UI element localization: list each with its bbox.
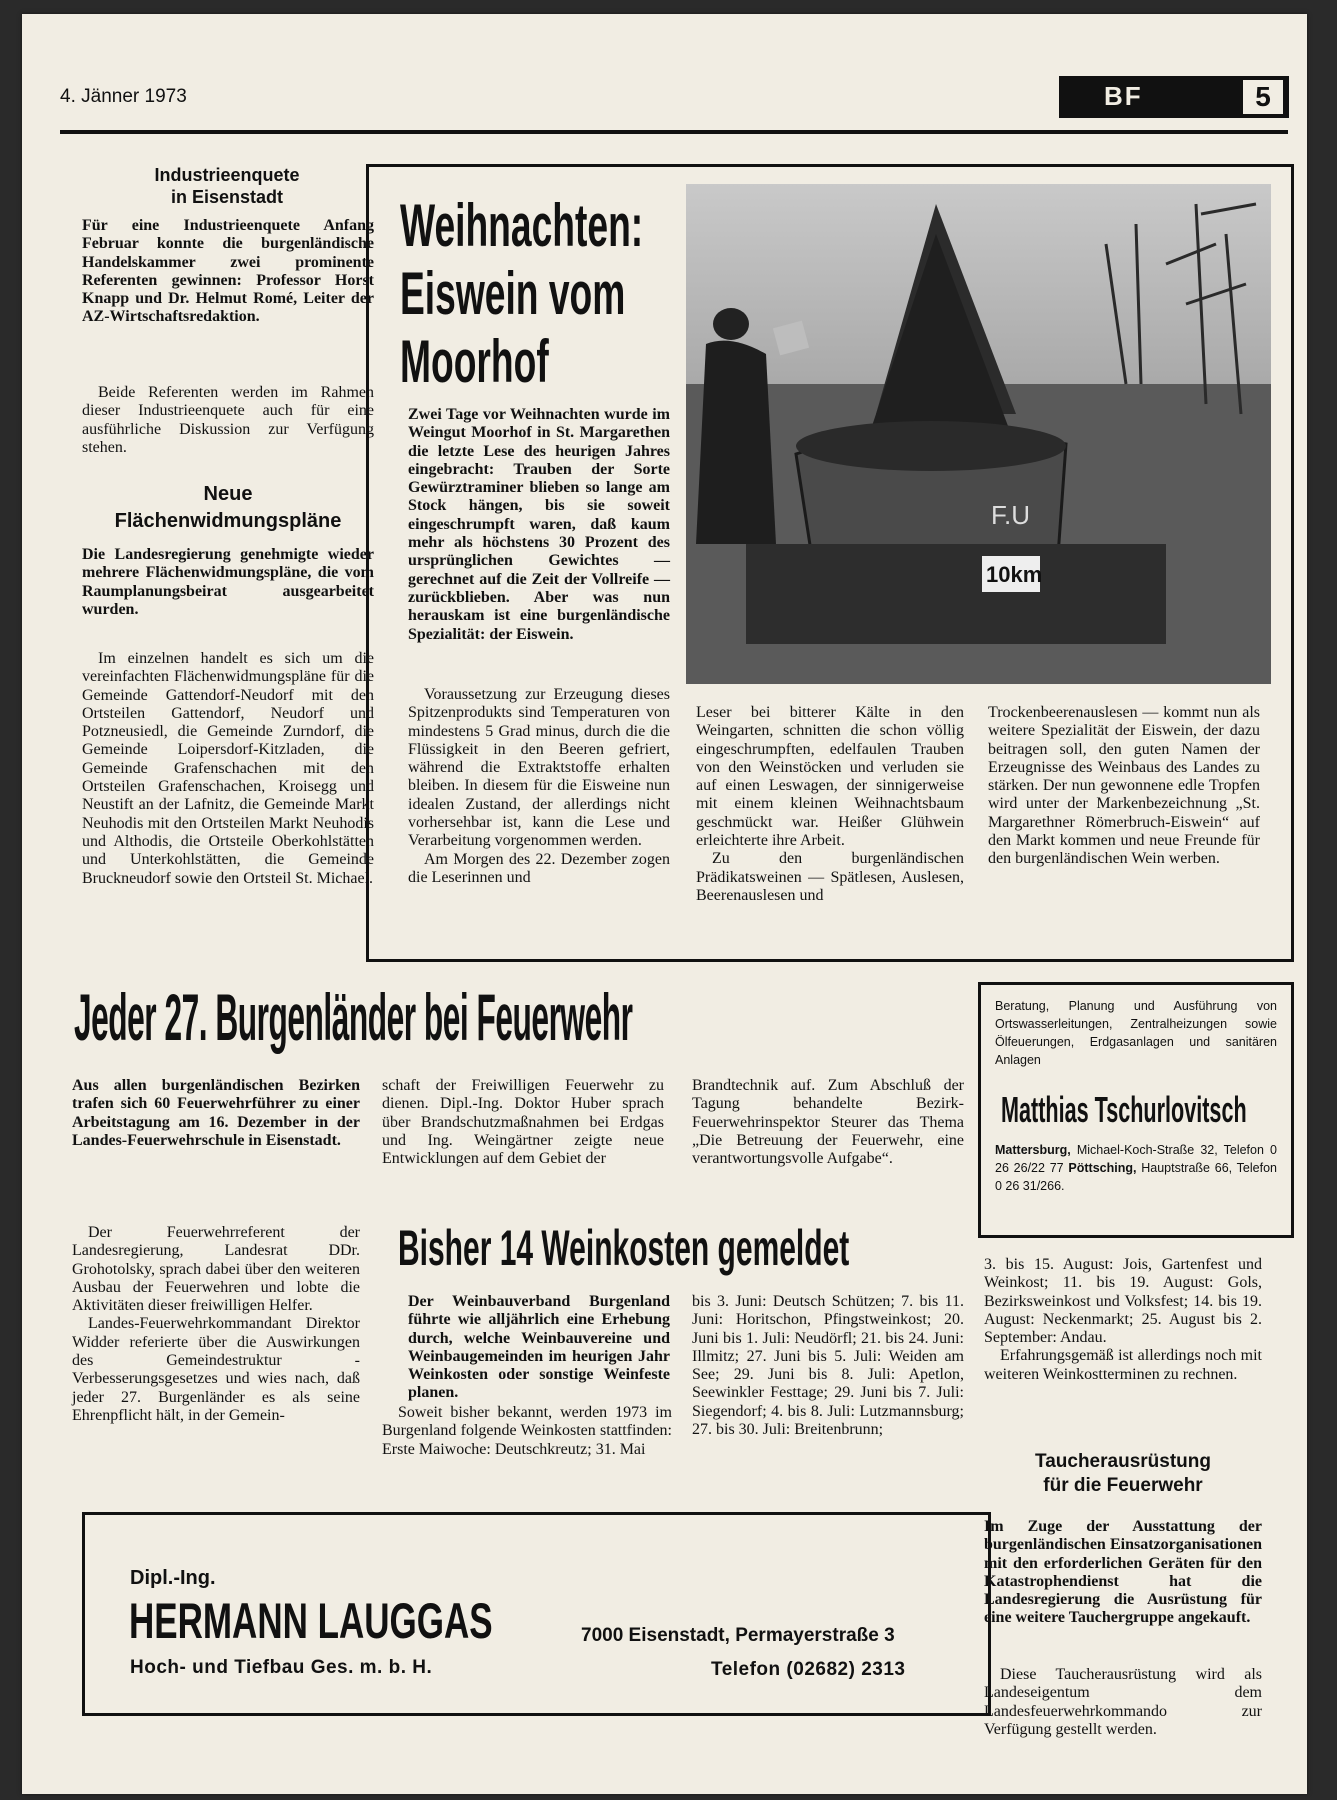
tub-text: F.U — [991, 500, 1030, 530]
taucher-lead: Im Zuge der Ausstattung der burgenländischen Einsatzorganisationen mit den erforderlichen Geräten für den Katastrophendienst hat die Landesregierung die Ausrüstung für eine weitere Tauchergruppe angekauft. — [984, 1518, 1262, 1627]
ad-lauggas — [82, 1512, 991, 1716]
paragraph: Beide Referenten werden im Rahmen dieser Industrieenquete auch für eine ausführliche Diskussion zur Verfügung stehen. — [82, 384, 374, 456]
article-flaechenwidmung-body — [82, 650, 374, 888]
ad-location: Mattersburg, — [995, 1143, 1071, 1157]
ad-address: Hauptstraße 66, Telefon 0 26 31/266. — [995, 1161, 1277, 1193]
headline-line: Eiswein vom — [400, 260, 626, 327]
header-rule — [60, 130, 1288, 134]
paragraph: 3. bis 15. August: Jois, Gartenfest und Weinkost; 11. bis 19. August: Gols, Bezirksweinkost und Volksfest; 14. bis 19. August: Neckenmarkt; 25. August bis 2. September: Andau. — [984, 1256, 1262, 1347]
feature-col1 — [408, 686, 670, 887]
paragraph: Soweit bisher bekannt, werden 1973 im Burgenland folgende Weinkosten stattfinden: Erste Maiwoche: Deutschkreutz; 31. Mai — [382, 1404, 672, 1458]
feature-lead: Zwei Tage vor Weihnachten wurde im Weingut Moorhof in St. Margarethen die letzte Lese des heurigen Jahres eingebracht: Trauben der Sorte Gewürztraminer blieben so lange am Stock hängen, bis sie soweit eingeschrumpft waren, daß kaum mehr als höchstens 30 Prozent des ursprünglichen Gewichtes — gerechnet auf die Zeit der Vollreife — zurückblieben. Aber was nun herauskam ist eine burgenländische Spezialität: der Eiswein. — [408, 406, 670, 643]
feature-headline — [400, 192, 644, 396]
ad-name: HERMANN LAUGGAS — [129, 1593, 493, 1649]
photo-illustration — [686, 184, 1271, 684]
weinkost-lead: Der Weinbauverband Burgenland führte wie alljährlich eine Erhebung durch, welche Weinbauvereine und Weinbaugemeinden im heurigen Jahr Weinkosten oder sonstige Weinfeste planen. — [408, 1293, 670, 1402]
firefighters-col3 — [692, 1077, 964, 1168]
firefighters-col2 — [382, 1077, 664, 1168]
paragraph: Brandtechnik auf. Zum Abschluß der Tagung behandelte Bezirk-Feuerwehrinspektor Steurer das Thema „Die Betreuung der Feuerwehr, eine verantwortungsvolle Aufgabe“. — [692, 1077, 964, 1168]
weinkost-col2 — [692, 1293, 964, 1439]
sign-text: 10km — [986, 562, 1043, 587]
weinkost-headline: Bisher 14 Weinkosten gemeldet — [398, 1220, 850, 1276]
article-industrieenquete-body — [82, 384, 374, 457]
paragraph: Trockenbeerenauslesen — kommt nun als weitere Spezialität der Eiswein, der dazu beitragen soll, den guten Namen der Erzeugnisse des Weinbaus des Landes zu stärken. Der nun gewonnene edle Tropfen wird unter der Markenbezeichnung „St. Margarethner Römerbruch-Eiswein“ auf den Markt kommen und neue Freunde für den burgenländischen Wein werben. — [988, 704, 1260, 868]
firefighters-body — [72, 1224, 360, 1425]
ad-tschurlovitsch — [978, 982, 1294, 1238]
paragraph: Erfahrungsgemäß ist allerdings noch mit weiteren Weinkostterminen zu rechnen. — [984, 1347, 1262, 1383]
ad-location: Pöttsching, — [1068, 1161, 1137, 1175]
headline-line: Weihnachten: — [400, 192, 644, 259]
weinkost-col3 — [984, 1256, 1262, 1384]
ad-title: Dipl.-Ing. — [130, 1567, 216, 1589]
title-line: Taucherausrüstung — [1035, 1451, 1211, 1472]
article-industrieenquete-lead: Für eine Industrieenquete Anfang Februar konnte die burgenländische Handelskammer zwei prominente Referenten gewinnen: Professor Horst Knapp und Dr. Helmut Romé, Leiter der AZ-Wirtschaftsredaktion. — [82, 217, 374, 326]
title-line: Flächenwidmungspläne — [114, 510, 342, 532]
section-label: BF — [1104, 81, 1143, 111]
headline-line: Moorhof — [400, 328, 549, 395]
ad-company: Hoch- und Tiefbau Ges. m. b. H. — [130, 1657, 433, 1678]
section-banner — [1059, 76, 1289, 118]
issue-date: 4. Jänner 1973 — [60, 86, 187, 107]
ad-company-name: Matthias Tschurlovitsch — [1001, 1089, 1247, 1130]
paragraph: bis 3. Juni: Deutsch Schützen; 7. bis 11. Juni: Horitschon, Pfingstweinkost; 20. Juni bis 1. Juli: Neudörfl; 21. bis 24. Juni: Illmitz; 27. Juni bis 5. Juli: Weiden am See; 29. Juni bis 8. Juli: Apetlon, Seewinkler Festtage; 29. Juni bis 7. Juli: Siegendorf; 4. bis 8. Juli: Lutzmannsburg; 27. bis 30. Juli: Breitenbrunn; — [692, 1293, 964, 1439]
taucher-title — [984, 1450, 1262, 1498]
firefighters-lead: Aus allen burgenländischen Bezirken trafen sich 60 Feuerwehrführer zu einer Arbeitstagung am 16. Dezember in der Landes-Feuerwehrschule in Eisenstadt. — [72, 1077, 360, 1149]
paragraph: Landes-Feuerwehrkommandant Direktor Widder referierte über die Auswirkungen des Gemeindestruktur - Verbesserungsgesetzes und wies nach, daß jeder 27. Burgenländer es als seine Ehrenpflicht hält, in der Gemein- — [72, 1315, 360, 1424]
article-flaechenwidmung-title — [82, 481, 374, 535]
feature-col3 — [988, 704, 1260, 869]
newspaper-page — [22, 14, 1307, 1794]
title-line: Industrieenquete — [154, 165, 300, 185]
taucher-body — [984, 1666, 1262, 1739]
ad-address: 7000 Eisenstadt, Permayerstraße 3 — [581, 1625, 895, 1646]
title-line: Neue — [203, 483, 253, 505]
photo-wine-harvest — [686, 184, 1271, 684]
article-industrieenquete-title — [112, 164, 342, 208]
article-flaechenwidmung-lead: Die Landesregierung genehmigte wieder mehrere Flächenwidmungspläne, die vom Raumplanungsbeirat ausgearbeitet wurden. — [82, 546, 374, 618]
page-number: 5 — [1243, 80, 1283, 114]
ad-addresses — [995, 1141, 1277, 1195]
title-line: in Eisenstadt — [170, 187, 284, 207]
firefighters-headline: Jeder 27. Burgenländer bei Feuerwehr — [74, 980, 633, 1054]
paragraph: schaft der Freiwilligen Feuerwehr zu dienen. Dipl.-Ing. Doktor Huber sprach über Brandschutzmaßnahmen bei Erdgas und Ing. Weingärtner zeigte neue Entwicklungen auf dem Gebiet der — [382, 1077, 664, 1168]
paragraph: Am Morgen des 22. Dezember zogen die Leserinnen und — [408, 850, 670, 886]
paragraph: Im einzelnen handelt es sich um die vereinfachten Flächenwidmungspläne für die Gemeinde Gattendorf-Neudorf mit den Ortsteilen Gattendorf, Neudorf und Potzneusiedl, die Gemeinde Zurndorf, die Gemeinde Loipersdorf-Kitzladen, die Gemeinde Grafenschachen mit den Ortsteilen Grafenschachen, Kroisegg und Neustift an der Lafnitz, die Gemeinde Markt Neuhodis mit den Ortsteilen Markt Neuhodis und Althodis, die Ortsteile Oberkohlstätten und Unterkohlstätten, die Gemeinde Bruckneudorf sowie den Ortsteil St. Michael. — [82, 650, 374, 887]
paragraph: Leser bei bitterer Kälte in den Weingarten, schnitten die schon völlig eingeschrumpften, edelfaulen Trauben von den Weinstöcken und verluden sie auf einen Leswagen, der sinnigerweise mit einem kleinen Weihnachtsbaum geschmückt war. Heißer Glühwein erleichterte ihre Arbeit. — [696, 704, 964, 850]
paragraph: Voraussetzung zur Erzeugung dieses Spitzenprodukts sind Temperaturen von mindestens 5 Grad minus, durch die die Flüssigkeit in den Beeren gefriert, während die Extraktstoffe erhalten bleiben. In diesem für die Eisweine nun idealen Zustand, der allerdings nicht vorhersehbar ist, kann die Lese und Verarbeitung vorgenommen werden. — [408, 686, 670, 850]
paragraph: Der Feuerwehrreferent der Landesregierung, Landesrat DDr. Grohotolsky, sprach dabei über den weiteren Ausbau der Feuerwehren und lobte die Aktivitäten dieser freiwilligen Helfer. — [72, 1224, 360, 1315]
ad-address: Michael-Koch-Straße 32, Telefon 0 26 26/22 77 — [995, 1143, 1277, 1175]
title-line: für die Feuerwehr — [1043, 1475, 1203, 1496]
paragraph: Zu den burgenländischen Prädikatsweinen — Spätlesen, Auslesen, Beerenauslesen und — [696, 850, 964, 904]
paragraph: Diese Taucherausrüstung wird als Landeseigentum dem Landesfeuerwehrkommando zur Verfügung gestellt werden. — [984, 1666, 1262, 1738]
ad-phone: Telefon (02682) 2313 — [711, 1659, 906, 1680]
weinkost-body — [382, 1404, 672, 1459]
ad-services: Beratung, Planung und Ausführung von Ortswasserleitungen, Zentralheizungen sowie Ölfeuerungen, Erdgasanlagen und sanitären Anlagen — [995, 999, 1277, 1067]
feature-col2 — [696, 704, 964, 905]
